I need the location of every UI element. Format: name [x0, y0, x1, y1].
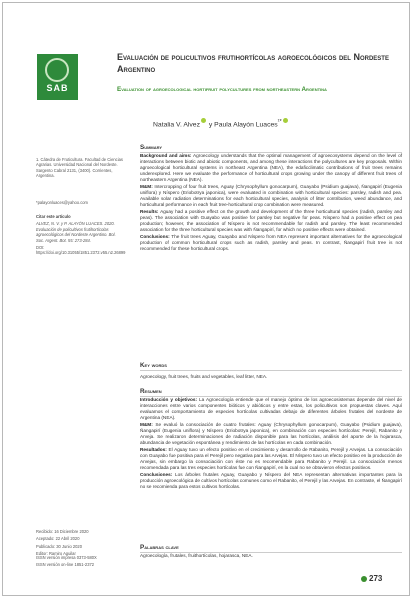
resumen-intro-label: Introducción y objetivos:	[140, 397, 198, 402]
issn-online: ISSN versión on-line 1851-2372	[36, 562, 95, 568]
orcid-icon[interactable]	[201, 118, 206, 123]
summary-results	[140, 209, 402, 233]
citation-label: Citar este artículo	[36, 214, 71, 219]
author-separator: y	[206, 121, 215, 129]
citation-text: ALVEZ, N. V. y P. ALAYÓN LUACES. 2020. Evaluación de policultivos frutihortícolas agroecológicos del Nordeste Argentino. Bol. Soc. Argent. Bot. 55: 273-284.	[36, 221, 116, 243]
corresponding-email	[36, 200, 124, 207]
resumen-section	[140, 397, 402, 491]
summary-section	[140, 153, 402, 253]
palabras-clave-heading: Palabras clave	[140, 544, 402, 553]
author-1: Natalia V. Alvez	[153, 121, 200, 129]
resumen-conclusions-label: Conclusiones:	[140, 472, 173, 477]
summary-methods-text: Intercropping of four fruit trees, Aguay (Chrysophyllum gonocarpum), Guayabo (Psidium guajava), Ñangapirí (Eugenia uniflora) y Níspero (Eriobotrya japonica), were evaluated in combination with horticultural species: parsley, radish and pea. Available solar radiation determinations for each horticultural species, analysis of litter contribution, weed abundance, and horticultural performance in each fruit tree-horticultural crop combination were measured.	[140, 184, 402, 207]
resumen-intro-text: La Agroecología entiende que el manejo óptimo de los agroecosistemas depende del nivel de interacciones entre varios componentes bióticos y abióticos y entre estas, los policultivos son propuestas claves. Aquí evaluamos el comportamiento de especies hortícolas cultivadas debajo de diferentes árboles frutales del nordeste de Argentina (NEA).	[140, 397, 403, 420]
email-text[interactable]: *palayonluaces@yahoo.com	[36, 200, 88, 205]
citation-block	[36, 214, 124, 258]
summary-background-text: Agroecology understands that the optimal management of agroecosystems depend on the level of interactions between biotic and abiotic components, and among these interactions the polycultures are key proposals. Within agroecological horticultural systems in northeast Argentina (NEA), the edaficclimatic contributions of fruit trees remains underexplored. Here we evaluate the performance of horticultural crops growing under the canopy of different fruit trees of northeastern Argentina (NEA).	[140, 153, 403, 182]
received-date: Recibido: 16 Diciembre 2020	[36, 529, 89, 534]
published-date: Publicado: 30 Junio 2020	[36, 543, 82, 549]
summary-conclusions	[140, 234, 402, 252]
page-number	[361, 574, 382, 583]
summary-background	[140, 153, 402, 183]
summary-conclusions-label: Conclusions:	[140, 234, 170, 239]
keywords-text: Agroecology, fruit trees, fruits and vegetables, leaf litter, NEA.	[140, 374, 268, 379]
keywords-heading: Key words	[140, 362, 402, 371]
editor: Editor: Ramiro Aguilar	[36, 551, 76, 557]
summary-conclusions-text: The fruit trees Aguay, Guayabo and Níspero from NEA represent important alternatives for the agroecological production of common horticultural crops such as radish, parsley and peas. In contrast, Ñangapirí fruit tree is not recommended for these horticultural crops.	[140, 234, 403, 251]
page-number-text: 273	[369, 574, 383, 583]
resumen-conclusions-text: Los árboles frutales Aguay, Guayabo y Níspero del NEA representan alternativas importantes para la producción agroecológica de cultivos hortícolas comunes como el Rabanito, el Perejil y las Arvejas. En contraste, el Ñangapirí no se recomienda para estos cultivos hortícolas.	[140, 472, 402, 489]
summary-methods-label: M&M:	[140, 184, 153, 189]
affiliation-text: 1. Cátedra de Fruticultura. Facultad de Ciencias Agrarias. Universidad Nacional del Nordeste. Sargento Cabral 2131, (3400). Corrientes, Argentina.	[36, 157, 123, 179]
affiliation	[36, 157, 124, 181]
issn-info	[36, 555, 124, 570]
resumen-results	[140, 447, 402, 471]
accepted-date: Aceptado: 22 Abril 2020	[36, 536, 80, 542]
orcid-icon[interactable]	[283, 118, 288, 123]
summary-results-label: Results:	[140, 209, 159, 214]
summary-results-text: Aguay had a positive effect on the growth and development of the three horticultural species (radish, parsley and peas). The association with Guayabo was positive for parsley but negative for peas. Níspero had a positive effect on pea production; however, the association of Níspero is not recommendable for radish and parsley. The least recommended association for the three horticultural species was with Ñangapirí, for which no positive effects were obtained.	[140, 209, 403, 232]
article-title-english: Evaluation of agroecological hortifruit polycultures from northeastern Argentina	[117, 86, 327, 93]
author-2: Paula Alayón Luaces	[214, 121, 278, 129]
summary-heading: Summary	[140, 144, 402, 153]
resumen-methods-text: Se evaluó la consociación de cuatro frutales: Aguay (Chrysophyllum gonocarpum), Guayabo (Psidium guajava), Ñangapirí (Eugenia uniflora) y Níspero (Eriobotrya japonica), en combinación con especies hortícolas: Perejil, Rabanito y Arveja. Se realizaron determinaciones de radiación disponible para las hortícolas, análisis del aporte de la hojarasca, abundancia de vegetación espontánea y rendimiento de las hortícolas en cada combinación.	[140, 422, 402, 445]
summary-methods	[140, 184, 402, 208]
logo-emblem-icon	[45, 58, 69, 82]
resumen-heading: Resumen	[140, 388, 402, 397]
doi-link[interactable]: DOI: https://doi.org/10.31055/1851.2372.v55.n2.26899	[36, 245, 126, 256]
resumen-conclusions	[140, 472, 402, 490]
page-marker-icon	[361, 576, 367, 582]
issn-print: ISSN versión impresa 0373-580X	[36, 555, 97, 560]
palabras-clave-text: Agroecología, frutales, fruithortícolas, hojarasca, NEA.	[140, 553, 253, 558]
logo-text: SAB	[46, 83, 69, 93]
journal-logo	[37, 54, 78, 100]
resumen-intro	[140, 397, 402, 421]
resumen-methods-label: M&M:	[140, 422, 153, 427]
author-line	[153, 118, 383, 128]
resumen-results-text: El Aguay tuvo un efecto positivo en el crecimiento y desarrollo de Rabanito, Perejil y Arvejas. La consociación con Guayabo fue positiva para el Perejil pero negativa para las Arvejas. El Níspero tuvo un efecto positivo en la producción de Arvejas, sin embargo la consociación con éste no es recomendable para Rabanito y Perejil. La consociación menos recomendada para las tres especies hortícolas fue con Ñangapirí, en la cual no se obtuvieron efectos positivos.	[140, 447, 402, 470]
resumen-results-label: Resultados:	[140, 447, 167, 452]
resumen-methods	[140, 422, 402, 446]
summary-background-label: Background and aims:	[140, 153, 192, 158]
author-2-marks: ¹*	[277, 119, 282, 125]
article-title-spanish: Evaluación de policultivos frutihortícolas agroecológicos del Nordeste Argentino	[117, 52, 389, 74]
page	[2, 2, 410, 596]
